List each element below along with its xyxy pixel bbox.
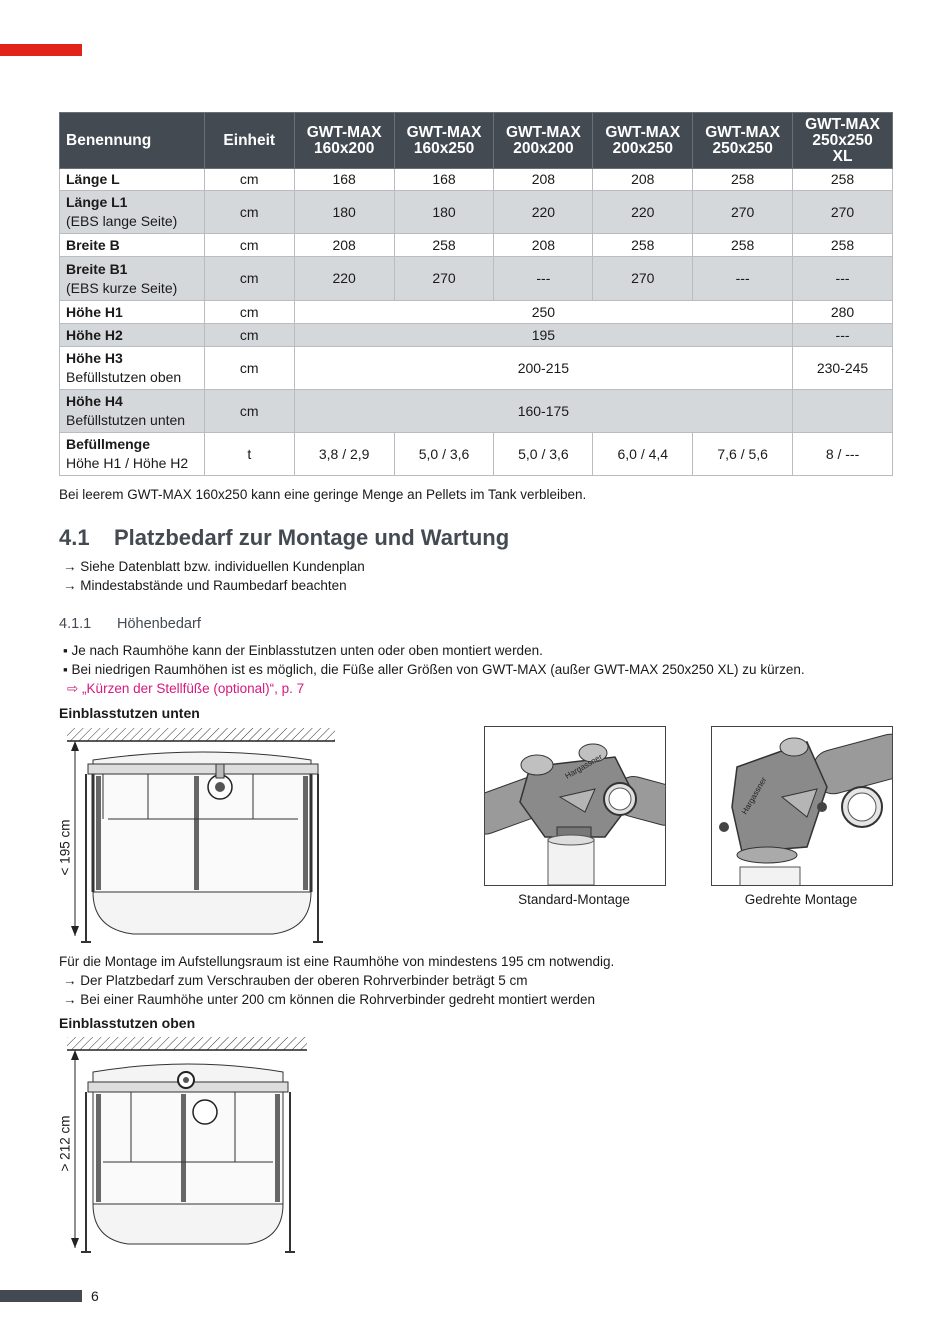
figure-unten-heading: Einblasstutzen unten — [59, 705, 200, 721]
svg-text:Hargassner: Hargassner — [563, 752, 604, 781]
accent-bar — [0, 44, 82, 56]
table-row: Höhe H1 cm 250 280 — [60, 301, 893, 324]
section-heading: 4.1 Platzbedarf zur Montage und Wartung — [59, 525, 510, 550]
table-row: Breite B1 (EBS kurze Seite) cm 220 270 --- 270 --- --- — [60, 257, 893, 301]
table-row: Befüllmenge Höhe H1 / Höhe H2 t 3,8 / 2,9 5,0 / 3,6 5,0 / 3,6 6,0 / 4,4 7,6 / 5,6 8 / --- — [60, 433, 893, 476]
table-row: Länge L1 (EBS lange Seite) cm 180 180 220 220 270 270 — [60, 191, 893, 234]
table-row: Höhe H3 Befüllstutzen oben cm 200-215 230-245 — [60, 347, 893, 390]
dimension-label-oben: > 212 cm — [57, 1115, 73, 1172]
bullet-1: ▪ Je nach Raumhöhe kann der Einblasstutzen unten oder oben montiert werden. — [63, 643, 543, 658]
caption-standard-montage: Standard-Montage — [518, 892, 630, 907]
dimension-label-unten: < 195 cm — [57, 819, 73, 876]
subsection-heading: 4.1.1 Höhenbedarf — [59, 616, 201, 632]
figure-oben-heading: Einblasstutzen oben — [59, 1015, 196, 1031]
section-arrow-2: → Mindestabstände und Raumbedarf beachten — [63, 578, 347, 593]
ceiling-hatch — [67, 1037, 307, 1050]
section-arrow-1: → Siehe Datenblatt bzw. individuellen Kundenplan — [63, 559, 365, 574]
table-header-row — [60, 113, 893, 169]
table-row: Höhe H2 cm 195 --- — [60, 324, 893, 347]
paragraph-arrow-1: → Der Platzbedarf zum Verschrauben der oberen Rohrverbinder beträgt 5 cm — [63, 973, 528, 988]
header-model-4: GWT-MAX 200x250 — [593, 113, 693, 169]
cross-reference-link[interactable]: ⇨ „Kürzen der Stellfüße (optional)“, p. 7 — [67, 681, 305, 696]
paragraph-arrow-2: → Bei einer Raumhöhe unter 200 cm können die Rohrverbinder gedreht montiert werden — [63, 992, 596, 1007]
table-row: Höhe H4 Befüllstutzen unten cm 160-175 — [60, 390, 893, 433]
tank-diagram-bottom-inlet — [53, 724, 343, 946]
header-model-5: GWT-MAX 250x250 — [693, 113, 793, 169]
caption-gedrehte-montage: Gedrehte Montage — [744, 892, 858, 907]
header-model-3: GWT-MAX 200x200 — [494, 113, 593, 169]
header-model-2: GWT-MAX 160x250 — [394, 113, 494, 169]
page-number: 6 — [91, 1288, 99, 1304]
tank-diagram-top-inlet — [53, 1034, 313, 1256]
table-row: Länge L cm 168 168 208 208 258 258 — [60, 169, 893, 191]
photo-standard-montage — [484, 726, 666, 886]
pipe-connector-rotated-image — [712, 727, 892, 885]
svg-text:Hargassner: Hargassner — [739, 775, 769, 816]
table-note: Bei leerem GWT-MAX 160x250 kann eine geringe Menge an Pellets im Tank verbleiben. — [59, 487, 587, 502]
spec-table — [59, 112, 893, 476]
pipe-connector-image — [485, 727, 665, 885]
ceiling-hatch — [67, 728, 335, 741]
header-model-6: GWT-MAX 250x250 XL — [793, 113, 893, 169]
photo-gedrehte-montage — [711, 726, 893, 886]
header-einheit: Einheit — [204, 113, 294, 169]
requirement-paragraph: Für die Montage im Aufstellungsraum ist eine Raumhöhe von mindestens 195 cm notwendig. — [59, 954, 615, 969]
header-model-1: GWT-MAX 160x200 — [294, 113, 394, 169]
bullet-2: ▪ Bei niedrigen Raumhöhen ist es möglich, die Füße aller Größen von GWT-MAX (außer GWT-MAX 250x250 XL) zu kürzen. — [63, 662, 805, 677]
footer-bar — [0, 1290, 82, 1302]
header-benennung: Benennung — [60, 113, 205, 169]
table-row: Breite B cm 208 258 208 258 258 258 — [60, 234, 893, 257]
